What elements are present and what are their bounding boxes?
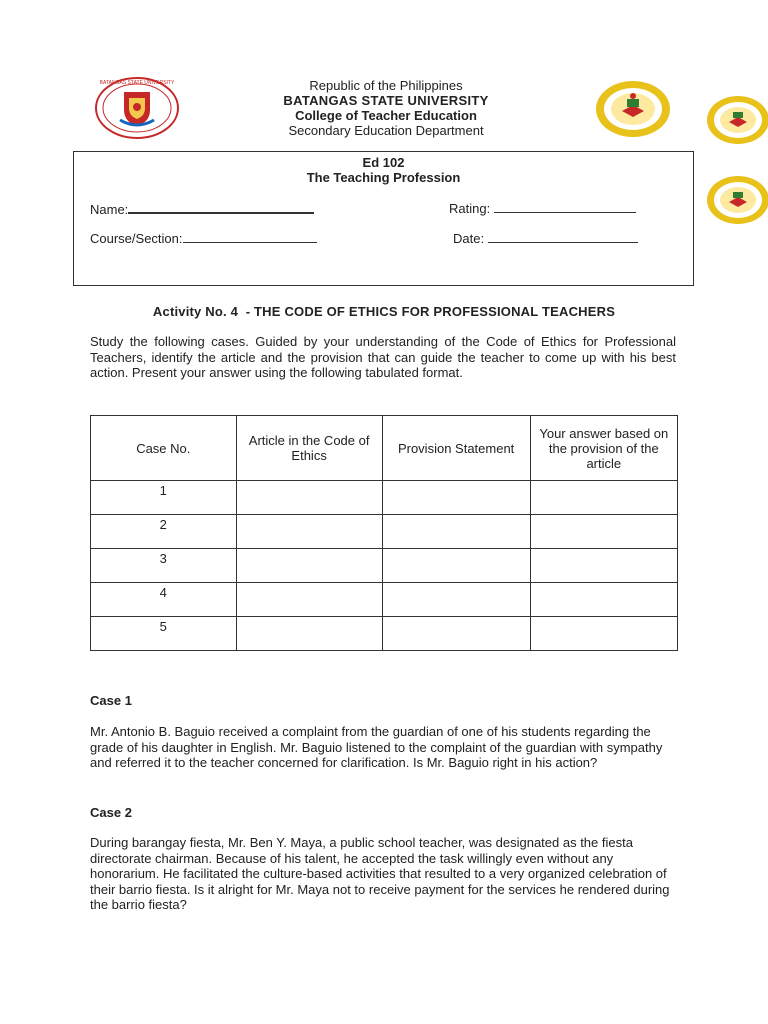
activity-title: Activity No. 4 - THE CODE OF ETHICS FOR PROFESSIONAL TEACHERS — [152, 304, 616, 319]
table-header-row — [91, 416, 678, 481]
document-header — [236, 78, 536, 138]
table-row — [91, 515, 678, 549]
college-of-teacher-education-logo — [594, 79, 672, 139]
table-row — [91, 481, 678, 515]
header-answer: Your answer based on the provision of the article — [530, 416, 677, 481]
article-cell[interactable] — [236, 549, 382, 583]
date-line[interactable] — [488, 231, 638, 243]
case-1-heading: Case 1 — [90, 693, 132, 708]
case-number-cell: 2 — [91, 515, 237, 549]
instructions: Study the following cases. Guided by your understanding of the Code of Ethics for Professional Teachers, identify the article and the provision that can guide the teacher to come up with his best action. Present your answer using the following tabulated format. — [90, 334, 676, 380]
course-code: Ed 102 — [362, 155, 405, 170]
answer-cell[interactable] — [530, 515, 677, 549]
article-cell[interactable] — [236, 515, 382, 549]
header-article: Article in the Code of Ethics — [236, 416, 382, 481]
header-college: College of Teacher Education — [295, 108, 477, 123]
name-label: Name: — [90, 202, 129, 217]
provision-cell[interactable] — [382, 617, 530, 651]
header-university: BATANGAS STATE UNIVERSITY — [283, 93, 489, 108]
course-section-line[interactable] — [183, 231, 317, 243]
header-provision: Provision Statement — [382, 416, 530, 481]
article-cell[interactable] — [236, 583, 382, 617]
rating-label: Rating: — [449, 201, 491, 216]
case-2-heading: Case 2 — [90, 805, 132, 820]
table-row — [91, 583, 678, 617]
case-2-text: During barangay fiesta, Mr. Ben Y. Maya, a public school teacher, was designated as the fiesta directorate chairman. Because of his talent, he accepted the task willingly even without any honorarium. He facilitated the culture-based activities that resulted to a very organized celebration of their barrio fiesta. Is it alright for Mr. Maya not to receive payment for the services he rendered during the barrio fiesta? — [90, 835, 670, 912]
provision-cell[interactable] — [382, 515, 530, 549]
header-case-no: Case No. — [91, 416, 237, 481]
provision-cell[interactable] — [382, 549, 530, 583]
article-cell[interactable] — [236, 481, 382, 515]
course-title: The Teaching Profession — [306, 170, 461, 185]
case-1-text: Mr. Antonio B. Baguio received a complaint from the guardian of one of his students regarding the grade of his daughter in English. Mr. Baguio listened to the complaint of the guardian with sympathy and referred it to the teacher concerned for clarification. Is Mr. Baguio right in his action? — [90, 724, 663, 770]
provision-cell[interactable] — [382, 481, 530, 515]
case-number-cell: 1 — [91, 481, 237, 515]
batangas-state-university-logo — [94, 76, 180, 140]
rating-line[interactable] — [494, 201, 636, 213]
header-department: Secondary Education Department — [288, 123, 484, 138]
table-row — [91, 617, 678, 651]
name-line[interactable] — [128, 201, 314, 214]
rating-field[interactable] — [449, 201, 636, 216]
answer-table — [90, 415, 678, 651]
header-republic: Republic of the Philippines — [309, 78, 463, 93]
provision-cell[interactable] — [382, 583, 530, 617]
course-section-label: Course/Section: — [90, 231, 183, 246]
svg-text:BATANGAS STATE UNIVERSITY: BATANGAS STATE UNIVERSITY — [99, 80, 175, 86]
answer-cell[interactable] — [530, 583, 677, 617]
student-info-box — [73, 151, 694, 286]
case-number-cell: 5 — [91, 617, 237, 651]
name-field[interactable] — [90, 201, 314, 217]
college-of-teacher-education-logo-3 — [705, 174, 768, 226]
table-row — [91, 549, 678, 583]
course-section-field[interactable] — [90, 231, 317, 246]
answer-cell[interactable] — [530, 481, 677, 515]
case-number-cell: 4 — [91, 583, 237, 617]
date-label: Date: — [453, 231, 485, 246]
article-cell[interactable] — [236, 617, 382, 651]
answer-cell[interactable] — [530, 549, 677, 583]
date-field[interactable] — [453, 231, 638, 246]
answer-cell[interactable] — [530, 617, 677, 651]
college-of-teacher-education-logo-2 — [705, 94, 768, 146]
case-number-cell: 3 — [91, 549, 237, 583]
